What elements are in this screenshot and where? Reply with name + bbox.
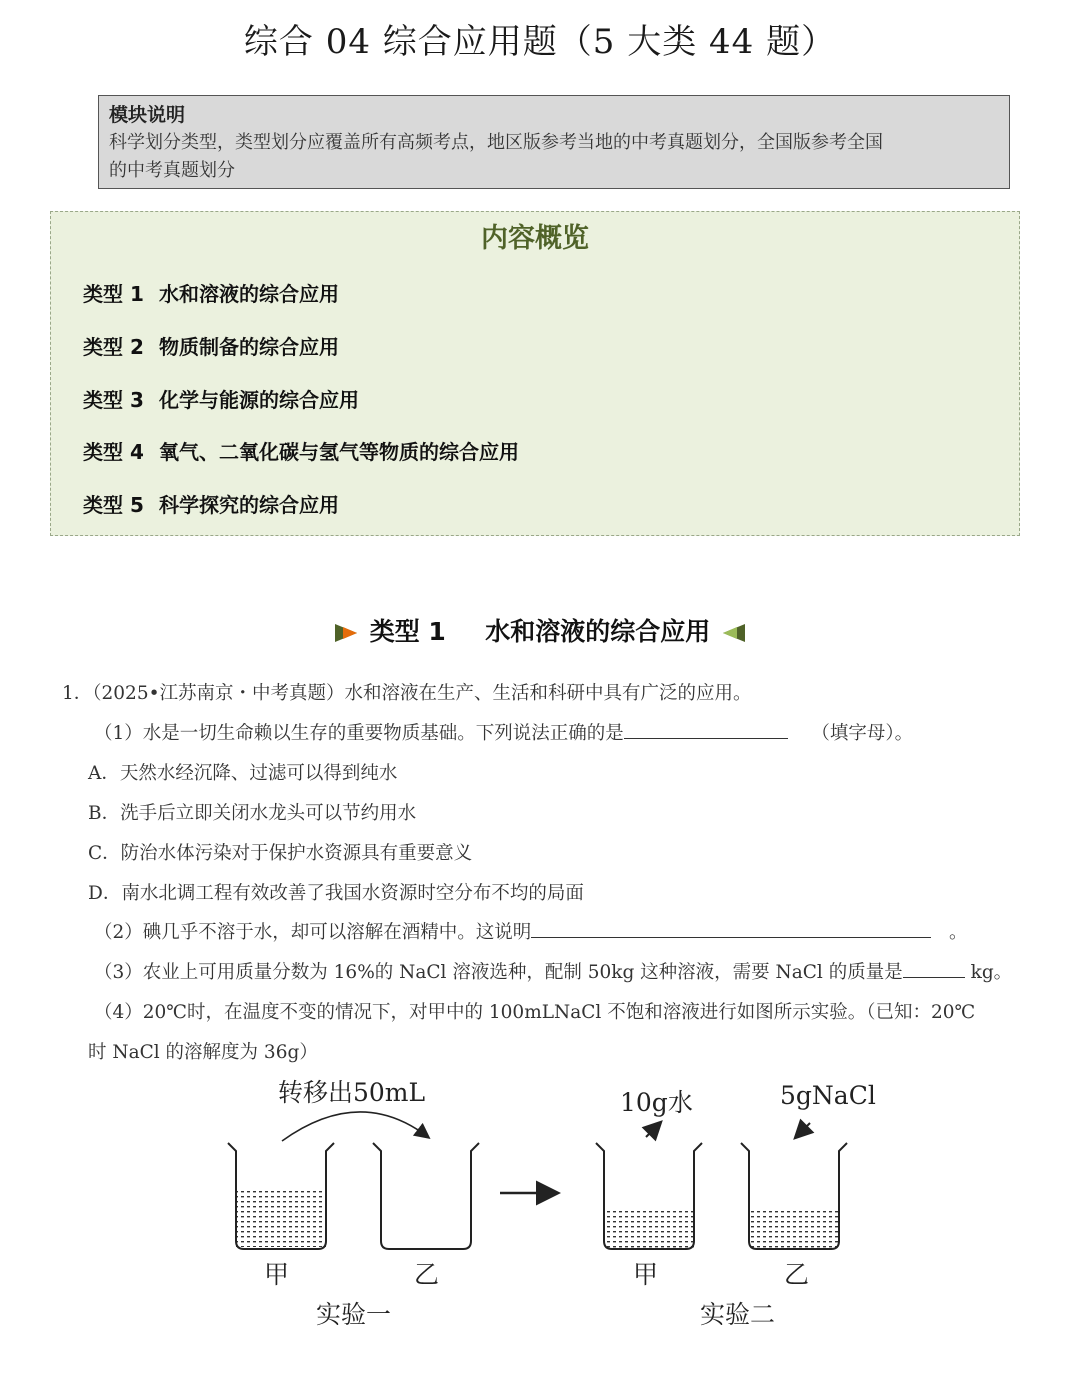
content-overview-box bbox=[50, 211, 1020, 536]
beaker-label-yi-2: 乙 bbox=[784, 1260, 810, 1289]
beaker-label-yi-1: 乙 bbox=[414, 1260, 440, 1289]
question-part-2-tail: 。 bbox=[948, 922, 968, 943]
experiment-2-caption: 实验二 bbox=[700, 1300, 776, 1329]
overview-item-type-2[interactable] bbox=[83, 331, 339, 360]
overview-item-type-1[interactable] bbox=[83, 278, 339, 307]
answer-blank-3[interactable] bbox=[903, 959, 965, 978]
module-heading: 模块说明 bbox=[109, 104, 186, 126]
option-a: A．天然水经沉降、过滤可以得到纯水 bbox=[88, 763, 398, 784]
question-part-3-tail: kg。 bbox=[970, 962, 1013, 983]
question-part-2-text: （2）碘几乎不溶于水，却可以溶解在酒精中。这说明 bbox=[94, 922, 532, 943]
salt-in-arrow bbox=[796, 1123, 810, 1137]
module-text-line-2: 的中考真题划分 bbox=[109, 160, 235, 181]
question-part-2 bbox=[94, 918, 967, 944]
beaker-label-jia-1: 甲 bbox=[264, 1260, 290, 1289]
beaker-jia-exp2 bbox=[596, 1143, 702, 1249]
salt-label: 5gNaCl bbox=[780, 1081, 876, 1110]
overview-item-type-4[interactable] bbox=[83, 436, 519, 465]
overview-item-number: 类型 2 bbox=[83, 335, 144, 359]
question-part-1-text: （1）水是一切生命赖以生存的重要物质基础。下列说法正确的是 bbox=[94, 723, 624, 744]
overview-item-type-5[interactable] bbox=[83, 489, 339, 518]
transfer-label: 转移出50mL bbox=[278, 1078, 426, 1107]
question-part-4-line-2: 时 NaCl 的溶解度为 36g） bbox=[88, 1042, 318, 1063]
overview-item-label: 化学与能源的综合应用 bbox=[159, 388, 359, 412]
experiment-figure bbox=[0, 1065, 1080, 1355]
section-label: 水和溶液的综合应用 bbox=[485, 617, 711, 646]
option-c: C．防治水体污染对于保护水资源具有重要意义 bbox=[88, 843, 473, 864]
beaker-jia-exp1 bbox=[228, 1143, 334, 1249]
overview-item-number: 类型 1 bbox=[83, 282, 144, 306]
water-out-arrow bbox=[646, 1123, 660, 1137]
overview-item-number: 类型 5 bbox=[83, 493, 144, 517]
question-part-3-text: （3）农业上可用质量分数为 16%的 NaCl 溶液选种，配制 50kg 这种溶液，需要 NaCl 的质量是 bbox=[94, 962, 903, 983]
option-d: D．南水北调工程有效改善了我国水资源时空分布不均的局面 bbox=[88, 883, 584, 904]
transfer-arrow bbox=[282, 1112, 428, 1141]
overview-item-number: 类型 3 bbox=[83, 388, 144, 412]
question-part-4-line-1: （4）20℃时，在温度不变的情况下，对甲中的 100mLNaCl 不饱和溶液进行如图所示实验。（已知：20℃ bbox=[94, 1002, 976, 1023]
question-part-3 bbox=[94, 958, 1012, 984]
section-number: 类型 1 bbox=[369, 617, 446, 646]
page-title: 综合 04 综合应用题（5 大类 44 题） bbox=[243, 22, 837, 62]
experiment-diagram bbox=[0, 1065, 1080, 1355]
question-part-1 bbox=[94, 719, 913, 745]
overview-item-label: 科学探究的综合应用 bbox=[159, 493, 339, 517]
question-part-1-tail: （填字母）。 bbox=[811, 723, 914, 744]
option-b: B．洗手后立即关闭水龙头可以节约用水 bbox=[88, 803, 417, 824]
beaker-label-jia-2: 甲 bbox=[633, 1260, 659, 1289]
experiment-1-caption: 实验一 bbox=[316, 1300, 392, 1329]
overview-title: 内容概览 bbox=[481, 223, 589, 254]
arrow-right-icon bbox=[333, 622, 361, 644]
beaker-yi-exp2 bbox=[741, 1143, 847, 1249]
module-description-box bbox=[98, 95, 1010, 189]
overview-item-label: 氧气、二氧化碳与氢气等物质的综合应用 bbox=[159, 440, 519, 464]
module-text-line-1: 科学划分类型，类型划分应覆盖所有高频考点，地区版参考当地的中考真题划分，全国版参考全国 bbox=[109, 132, 883, 153]
overview-item-label: 物质制备的综合应用 bbox=[159, 335, 339, 359]
section-heading-type-1 bbox=[0, 612, 1080, 648]
overview-item-number: 类型 4 bbox=[83, 440, 144, 464]
water-label: 10g水 bbox=[620, 1088, 693, 1117]
overview-item-label: 水和溶液的综合应用 bbox=[159, 282, 339, 306]
beaker-yi-exp1 bbox=[373, 1143, 479, 1249]
question-intro: 1．（2025•江苏南京・中考真题）水和溶液在生产、生活和科研中具有广泛的应用。 bbox=[62, 683, 752, 704]
overview-item-type-3[interactable] bbox=[83, 384, 359, 413]
arrow-left-icon bbox=[719, 622, 747, 644]
answer-blank-2[interactable] bbox=[531, 919, 931, 938]
answer-blank-1[interactable] bbox=[624, 720, 788, 739]
